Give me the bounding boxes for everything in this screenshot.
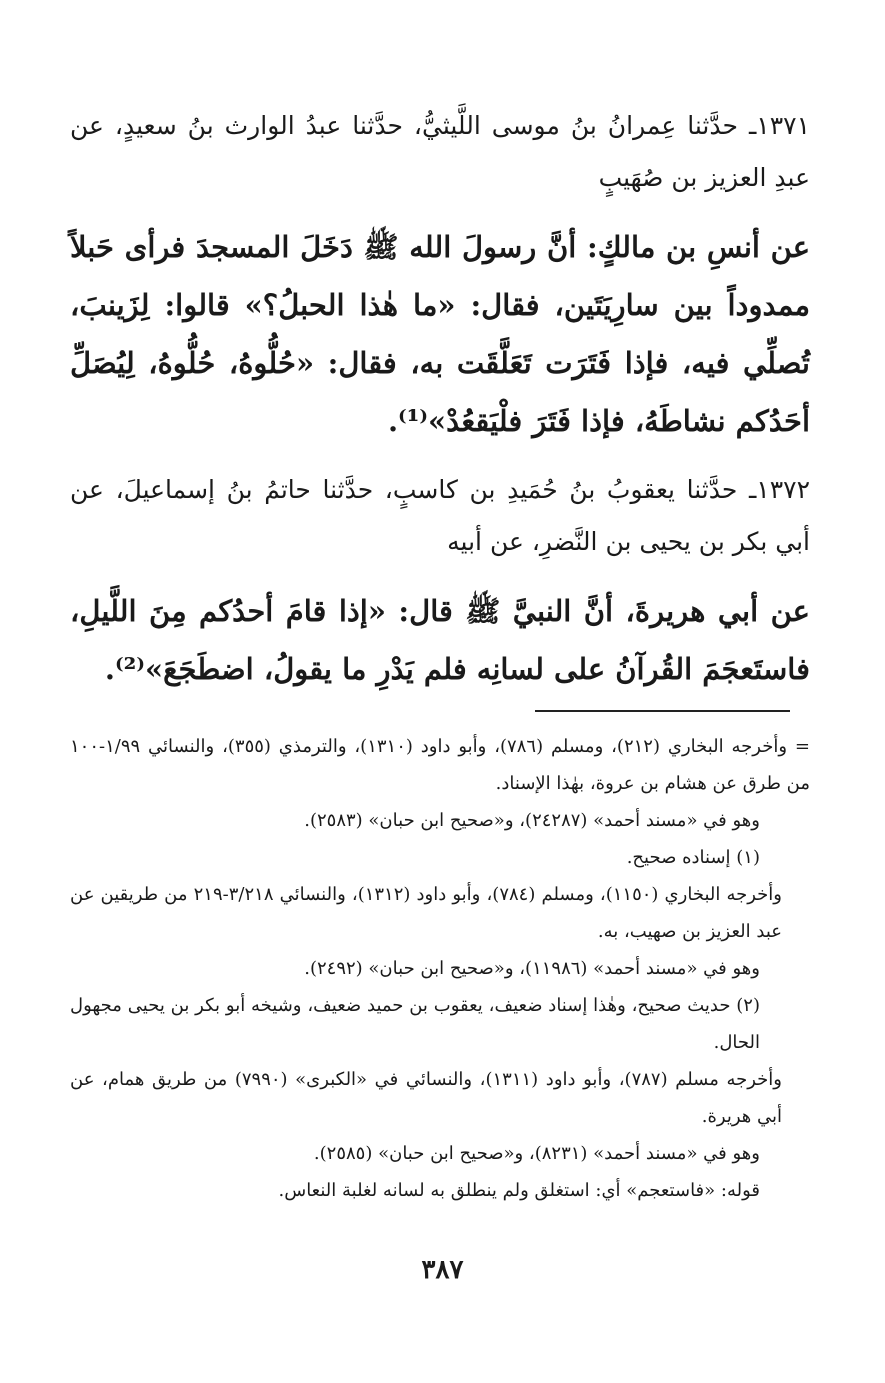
page-number: ٣٨٧	[421, 1255, 464, 1285]
footnote-line: قوله: «فاستعجم» أي: استغلق ولم ينطلق به لسانه لغلبة النعاس.	[278, 1180, 760, 1201]
footnote-line: وهو في «مسند أحمد» (١١٩٨٦)، و«صحيح ابن حبان» (٢٤٩٢).	[304, 958, 760, 979]
hadith-1371-matn: عن أنسِ بن مالكٍ: أنَّ رسولَ الله ﷺ دَخَلَ المسجدَ فرأى حَبلاً ممدوداً بين سارِيَتَين، فقال: «ما هٰذا الحبلُ؟» قالوا: لِزَينبَ، تُصلِّي فيه، فإذا فَتَرَت تَعَلَّقَت به، فقال: «حُلُّوهُ، حُلُّوهُ، لِيُصَلِّ أحَدُكم نشاطَهُ، فإذا فَتَرَ فلْيَقعُدْ»⁽¹⁾.	[70, 230, 810, 438]
footnote-line: = وأخرجه البخاري (٢١٢)، ومسلم (٧٨٦)، وأبو داود (١٣١٠)، والترمذي (٣٥٥)، والنسائي ١/٩٩-١٠٠ من طرق عن هشام بن عروة، بهٰذا الإسناد.	[70, 736, 810, 794]
footnote-line: وهو في «مسند أحمد» (٢٤٢٨٧)، و«صحيح ابن حبان» (٢٥٨٣).	[304, 810, 760, 831]
hadith-1371-isnad: ١٣٧١ـ حدَّثنا عِمرانُ بنُ موسى اللَّيثيُّ، حدَّثنا عبدُ الوارث بنُ سعيدٍ، عن عبدِ العزيز بن صُهَيبٍ	[70, 111, 810, 192]
hadith-1372-isnad: ١٣٧٢ـ حدَّثنا يعقوبُ بنُ حُمَيدِ بن كاسبٍ، حدَّثنا حاتمُ بنُ إسماعيلَ، عن أبي بكر بن يحيى بن النَّضرِ، عن أبيه	[70, 475, 810, 556]
footnote-divider	[535, 710, 790, 712]
footnote-line: وأخرجه مسلم (٧٨٧)، وأبو داود (١٣١١)، والنسائي في «الكبرى» (٧٩٩٠) من طريق همام، عن أبي هريرة.	[70, 1069, 782, 1127]
footnote-line: (٢) حديث صحيح، وهٰذا إسناد ضعيف، يعقوب بن حميد ضعيف، وشيخه أبو بكر بن يحيى مجهول الحال.	[70, 995, 760, 1053]
footnotes	[70, 728, 810, 1209]
main-text	[70, 100, 810, 712]
footnote-line: وأخرجه البخاري (١١٥٠)، ومسلم (٧٨٤)، وأبو داود (١٣١٢)، والنسائي ٣/٢١٨-٢١٩ من طريقين عن عبد العزيز بن صهيب، به.	[70, 884, 782, 942]
hadith-1372-matn: عن أبي هريرةَ، أنَّ النبيَّ ﷺ قال: «إذا قامَ أحدُكم مِنَ اللَّيلِ، فاستَعجَمَ القُرآنُ على لسانِه فلم يَدْرِ ما يقولُ، اضطَجَعَ»⁽²⁾.	[70, 594, 810, 686]
footnote-line: (١) إسناده صحيح.	[626, 847, 760, 868]
footnote-line: وهو في «مسند أحمد» (٨٢٣١)، و«صحيح ابن حبان» (٢٥٨٥).	[313, 1143, 760, 1164]
